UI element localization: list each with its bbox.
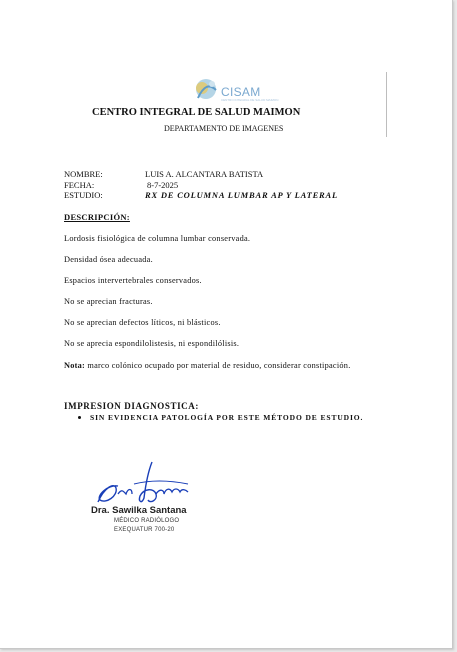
name-label: NOMBRE:: [64, 169, 103, 179]
impression-title: IMPRESION DIAGNOSTICA:: [64, 401, 199, 411]
description-title: DESCRIPCIÓN:: [64, 212, 130, 222]
note-paragraph: [64, 361, 379, 371]
finding-item: No se aprecian fracturas.: [64, 297, 153, 306]
finding-item: No se aprecian defectos líticos, ni blásticos.: [64, 318, 221, 327]
header-divider: [386, 72, 387, 137]
doctor-exequatur: EXEQUATUR 700-20: [114, 527, 175, 533]
impression-item: [78, 413, 363, 422]
study-value: RX DE COLUMNA LUMBAR AP Y LATERAL: [145, 190, 338, 200]
doctor-name: Dra. Sawilka Santana: [91, 505, 187, 516]
signature-icon: [94, 458, 194, 508]
name-value: LUIS A. ALCANTARA BATISTA: [145, 169, 264, 179]
date-value: 8-7-2025: [147, 180, 179, 190]
department-name: DEPARTAMENTO DE IMAGENES: [164, 124, 284, 133]
center-name: CENTRO INTEGRAL DE SALUD MAIMON: [92, 107, 301, 118]
date-label: FECHA:: [64, 180, 95, 190]
logo-subtext: CENTRO INTEGRAL DE SALUD MAIMON: [221, 98, 279, 102]
note-text: marco colónico ocupado por material de residuo, considerar constipación.: [85, 361, 351, 370]
finding-item: Espacios intervertebrales conservados.: [64, 276, 202, 285]
finding-item: No se aprecia espondilolistesis, ni espondilólisis.: [64, 339, 240, 348]
note-label: Nota:: [64, 361, 86, 370]
study-label: ESTUDIO:: [64, 190, 103, 200]
doctor-title: MÉDICO RADIÓLOGO: [114, 518, 180, 524]
logo-text: CISAM: [221, 85, 261, 99]
finding-item: Lordosis fisiológica de columna lumbar conservada.: [64, 234, 251, 243]
bullet-icon: [78, 416, 81, 419]
finding-item: Densidad ósea adecuada.: [64, 255, 153, 264]
impression-item-text: SIN EVIDENCIA PATOLOGÍA POR ESTE MÉTODO DE ESTUDIO.: [90, 413, 364, 422]
